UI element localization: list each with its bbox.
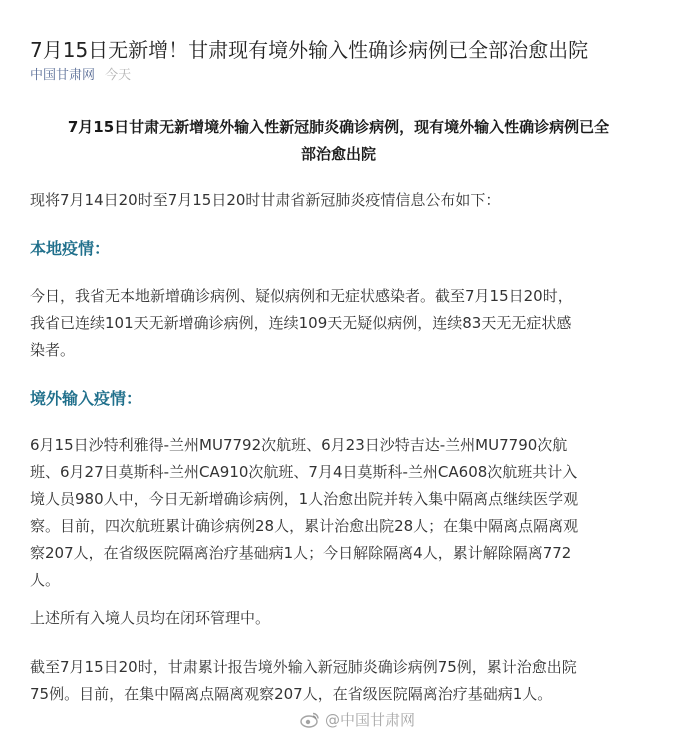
section-heading-local: 本地疫情： [30,239,111,258]
weibo-watermark [300,707,415,731]
paragraph-line: 染者。 [30,341,76,359]
paragraph-line: 察。目前，四次航班累计确诊病例28人，累计治愈出院28人；在集中隔离点隔离观 [30,517,579,535]
closed-loop-paragraph: 上述所有入境人员均在闭环管理中。 [30,609,271,627]
subheadline-line: 部治愈出院 [300,145,376,163]
subheadline-line: 7月15日甘肃无新增境外输入性新冠肺炎确诊病例，现有境外输入性确诊病例已全 [67,118,610,136]
watermark-text: @中国甘肃网 [325,710,416,729]
local-paragraph [30,283,644,364]
paragraph-line: 班、6月27日莫斯科-兰州CA910次航班、7月4日莫斯科-兰州CA608次航班共计入 [30,463,578,481]
paragraph-line: 75例。目前，在集中隔离点隔离观察207人，在省级医院隔离治疗基础病1人。 [30,685,553,703]
intro-paragraph: 现将7月14日20时至7月15日20时甘肃省新冠肺炎疫情信息公布如下： [30,191,501,209]
paragraph-line: 6月15日沙特利雅得-兰州MU7792次航班、6月23日沙特吉达-兰州MU7790次航 [30,436,568,454]
section-heading-imported: 境外输入疫情： [30,389,143,408]
paragraph-line: 今日，我省无本地新增确诊病例、疑似病例和无症状感染者。截至7月15日20时， [30,287,573,305]
weibo-icon [300,711,320,728]
paragraph-line: 我省已连续101天无新增确诊病例，连续109天无疑似病例，连续83天无无症状感 [30,314,572,332]
paragraph-line: 境人员980人中，今日无新增确诊病例，1人治愈出院并转入集中隔离点继续医学观 [30,490,579,508]
imported-paragraph [30,432,644,594]
paragraph-line: 截至7月15日20时，甘肃累计报告境外输入新冠肺炎确诊病例75例，累计治愈出院 [30,658,577,676]
summary-paragraph [30,654,644,708]
article-title: 7月15日无新增！甘肃现有境外输入性确诊病例已全部治愈出院 [30,38,589,63]
article-subheadline [30,114,647,168]
paragraph-line: 人。 [30,571,61,589]
publish-time: 今天 [105,68,132,83]
article-meta [30,66,131,86]
source-link[interactable]: 中国甘肃网 [30,68,96,83]
paragraph-line: 察207人，在省级医院隔离治疗基础病1人；今日解除隔离4人，累计解除隔离772 [30,544,572,562]
